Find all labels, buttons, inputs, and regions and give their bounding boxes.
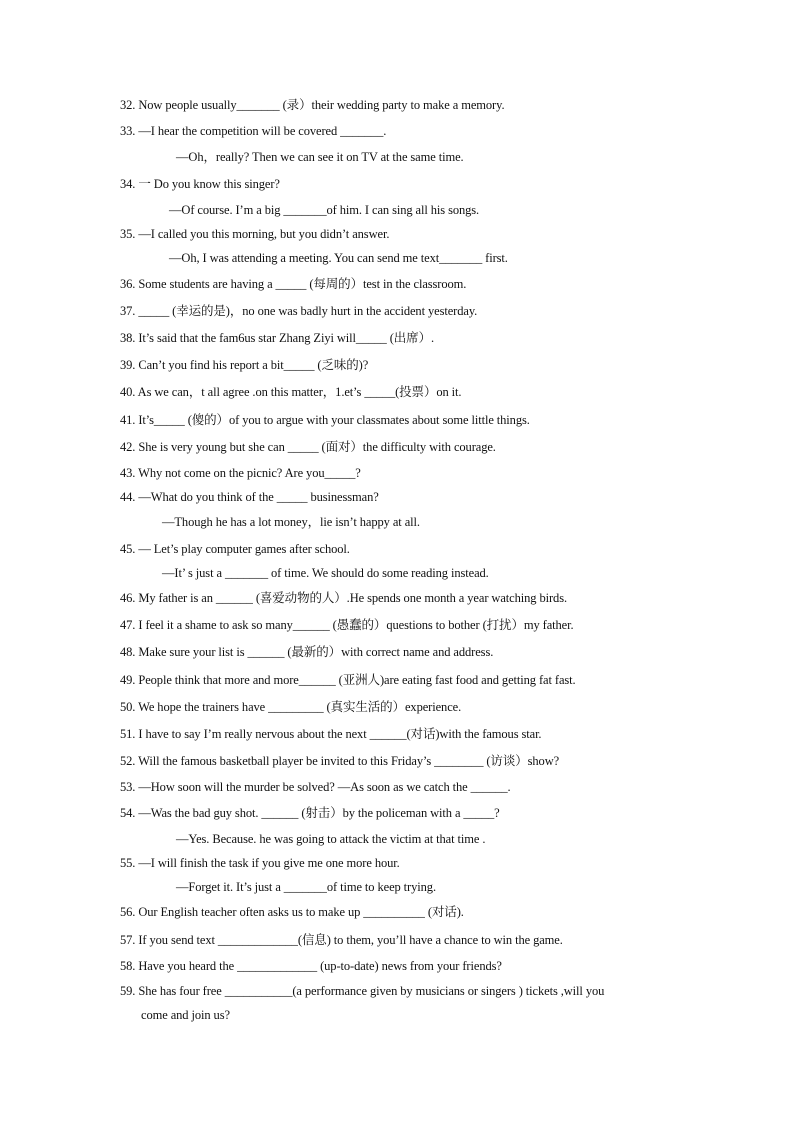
question-54: 54. —Was the bad guy shot. ______ (射击）by the policeman with a _____? — [120, 806, 500, 820]
question-44: 44. —What do you think of the _____ businessman? — [120, 490, 379, 504]
question-59: 59. She has four free ___________(a performance given by musicians or singers ) tickets ,will you — [120, 984, 605, 998]
question-48: 48. Make sure your list is ______ (最新的）with correct name and address. — [120, 645, 494, 659]
question-58: 58. Have you heard the _____________ (up-to-date) news from your friends? — [120, 959, 502, 973]
question-35-reply: —Oh, I was attending a meeting. You can send me text_______ first. — [169, 251, 508, 265]
question-45: 45. — Let’s play computer games after school. — [120, 542, 350, 556]
question-38: 38. It’s said that the fam6us star Zhang Ziyi will_____ (出席）. — [120, 331, 434, 345]
question-34: 34. 一 Do you know this singer? — [120, 177, 280, 191]
question-55-reply: —Forget it. It’s just a _______of time to keep trying. — [176, 880, 436, 894]
question-55: 55. —I will finish the task if you give me one more hour. — [120, 856, 400, 870]
question-34-reply: —Of course. I’m a big _______of him. I can sing all his songs. — [169, 203, 480, 217]
question-52: 52. Will the famous basketball player be invited to this Friday’s ________ (访谈）show? — [120, 754, 560, 768]
question-41: 41. It’s_____ (傻的）of you to argue with your classmates about some little things. — [120, 413, 530, 427]
question-45-reply: —It’ s just a _______ of time. We should do some reading instead. — [162, 566, 489, 580]
question-59-continued: come and join us? — [141, 1008, 230, 1022]
question-49: 49. People think that more and more______ (亚洲人)are eating fast food and getting fat fast. — [120, 673, 576, 687]
question-33: 33. —I hear the competition will be covered _______. — [120, 124, 387, 138]
question-42: 42. She is very young but she can _____ (面对）the difficulty with courage. — [120, 440, 496, 454]
question-54-reply: —Yes. Because. he was going to attack the victim at that time . — [176, 832, 486, 846]
question-32: 32. Now people usually_______ (录）their wedding party to make a memory. — [120, 98, 505, 112]
question-43: 43. Why not come on the picnic? Are you_____? — [120, 466, 361, 480]
question-44-reply: —Though he has a lot money，lie isn’t happy at all. — [162, 515, 420, 529]
question-39: 39. Can’t you find his report a bit_____ (乏味的)? — [120, 358, 369, 372]
question-50: 50. We hope the trainers have _________ (真实生活的）experience. — [120, 700, 462, 714]
question-46: 46. My father is an ______ (喜爱动物的人）.He spends one month a year watching birds. — [120, 591, 567, 605]
question-56: 56. Our English teacher often asks us to make up __________ (对话). — [120, 905, 464, 919]
question-40: 40. As we can，t all agree .on this matter，1.et’s _____(投票）on it. — [120, 385, 462, 399]
question-57: 57. If you send text _____________(信息) to them, you’ll have a chance to win the game. — [120, 933, 563, 947]
question-33-reply: —Oh，really? Then we can see it on TV at the same time. — [176, 150, 464, 164]
question-47: 47. I feel it a shame to ask so many______ (愚蠢的）questions to bother (打扰）my father. — [120, 618, 574, 632]
question-37: 37. _____ (幸运的是)，no one was badly hurt in the accident yesterday. — [120, 304, 478, 318]
question-51: 51. I have to say I’m really nervous about the next ______(对话)with the famous star. — [120, 727, 542, 741]
question-53: 53. —How soon will the murder be solved? —As soon as we catch the ______. — [120, 780, 511, 794]
question-35: 35. —I called you this morning, but you didn’t answer. — [120, 227, 390, 241]
question-36: 36. Some students are having a _____ (每周的）test in the classroom. — [120, 277, 467, 291]
